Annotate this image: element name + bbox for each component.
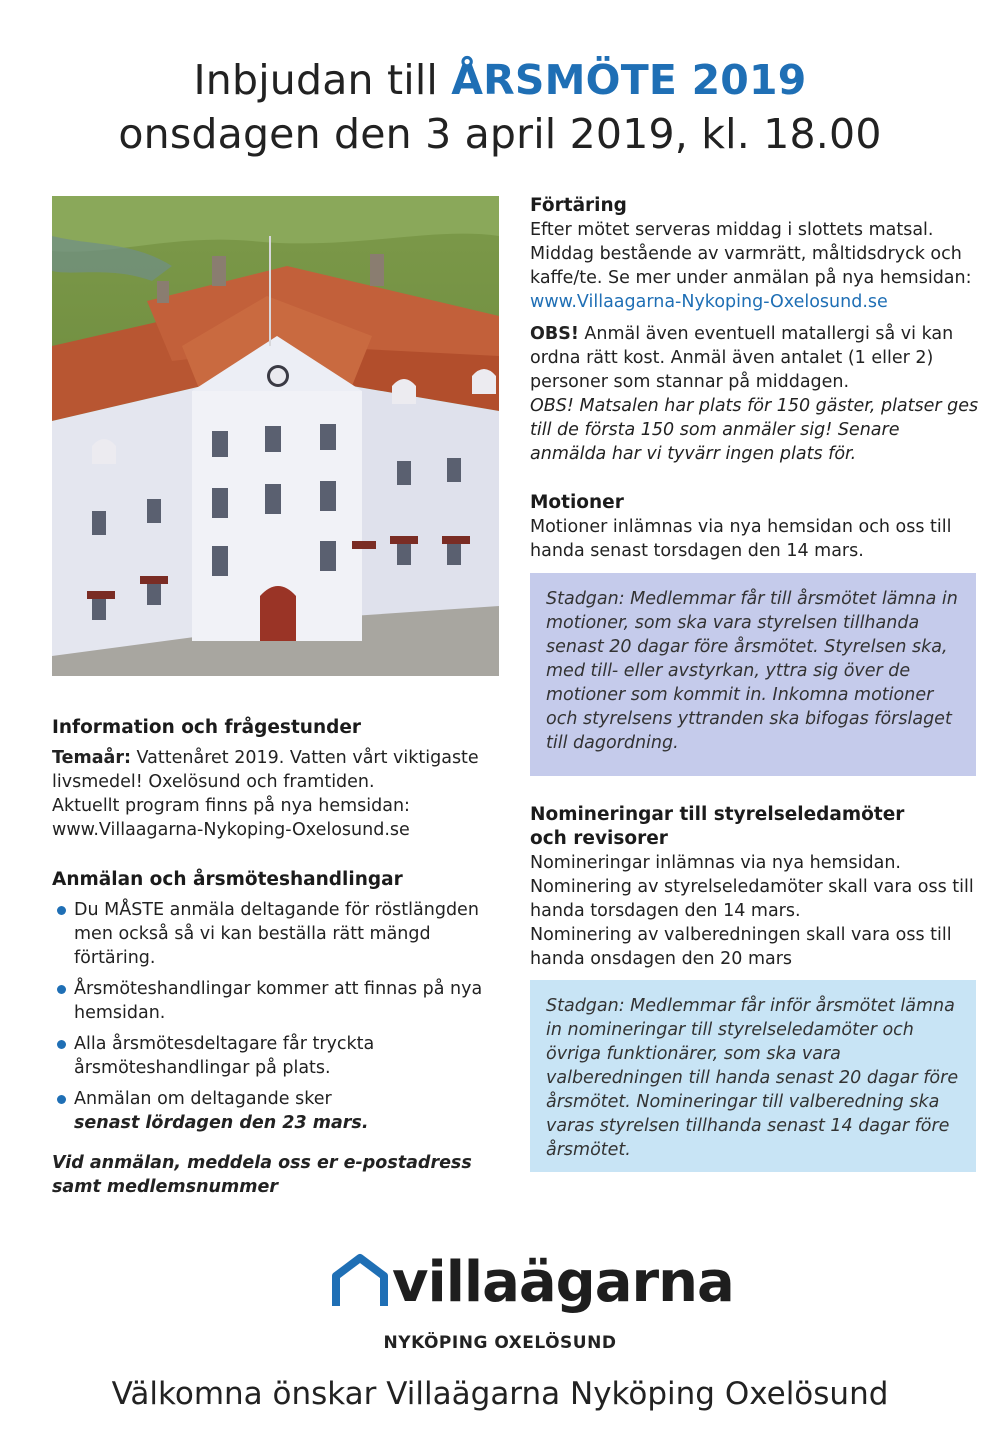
nominations-line: Nominering av styrelseledamöter skall vara oss till handa torsdagen den 14 mars. bbox=[530, 877, 974, 921]
footer-greeting: Välkomna önskar Villaägarna Nyköping Oxelösund bbox=[111, 1376, 889, 1412]
obs-paragraph bbox=[530, 322, 980, 394]
list-item: Du MÅSTE anmäla deltagande för röstlängden men också så vi kan beställa rätt mängd förtäring. bbox=[52, 898, 492, 970]
food-text bbox=[530, 218, 980, 314]
list-item bbox=[52, 1087, 492, 1135]
theme-paragraph bbox=[52, 746, 502, 794]
program-line: Aktuellt program finns på nya hemsidan: bbox=[52, 796, 410, 816]
food-website-link[interactable]: www.Villaagarna-Nykoping-Oxelosund.se bbox=[530, 292, 888, 312]
motions-text: Motioner inlämnas via nya hemsidan och oss till handa senast torsdagen den 14 mars. bbox=[530, 517, 952, 561]
food-text-body: Efter mötet serveras middag i slottets matsal. Middag bestående av varmrätt, måltidsdryck och kaffe/te. Se mer under anmälan på nya hemsidan: bbox=[530, 220, 972, 288]
food-section bbox=[530, 194, 980, 466]
registration-deadline: senast lördagen den 23 mars. bbox=[74, 1113, 369, 1133]
obs-text: Anmäl även eventuell matallergi så vi kan ordna rätt kost. Anmäl även antalet (1 eller 2) personer som stannar på middagen. bbox=[530, 324, 954, 392]
nominations-section bbox=[530, 803, 980, 971]
obs-italic-note: OBS! Matsalen har plats för 150 gäster, platser ges till de första 150 som anmäler sig! Senare anmälda har vi tyvärr ingen plats för. bbox=[530, 396, 979, 464]
info-section bbox=[52, 716, 502, 842]
house-icon bbox=[330, 1252, 390, 1312]
nominations-statute-box: Stadgan: Medlemmar får inför årsmötet lämna in nomineringar till styrelseledamöter och övriga funktionärer, som ska vara valberedningen till handa senast 20 dagar före årsmötet. Nomineringar till valberedning ska varas styrelsen tillhanda senast 14 dagar före årsmötet. bbox=[530, 980, 976, 1172]
manor-house-photo bbox=[52, 196, 499, 676]
food-heading: Förtäring bbox=[530, 195, 627, 216]
nominations-heading: Nomineringar till styrelseledamöter och revisorer bbox=[530, 804, 905, 849]
theme-label: Temaår: bbox=[52, 748, 131, 768]
nominations-line: Nomineringar inlämnas via nya hemsidan. bbox=[530, 853, 901, 873]
list-item-text: Anmälan om deltagande sker bbox=[74, 1089, 332, 1109]
registration-note: Vid anmälan, meddela oss er e-postadress samt medlemsnummer bbox=[52, 1153, 472, 1197]
theme-text: Vattenåret 2019. Vatten vårt viktigaste livsmedel! Oxelösund och framtiden. bbox=[52, 748, 479, 792]
registration-section bbox=[52, 868, 492, 1199]
info-heading: Information och frågestunder bbox=[52, 717, 362, 738]
nominations-line: Nominering av valberedningen skall vara oss till handa onsdagen den 20 mars bbox=[530, 925, 952, 969]
motions-statute-box: Stadgan: Medlemmar får till årsmötet lämna in motioner, som ska vara styrelsen tillhanda senast 20 dagar före årsmötet. Styrelsen ska, med till- eller avstyrkan, yttra sig över de motioner som kommit in. Inkomna motioner och styrelsens yttranden ska bifogas förslaget till dagordning. bbox=[530, 573, 976, 776]
registration-heading: Anmälan och årsmöteshandlingar bbox=[52, 869, 403, 890]
motions-section bbox=[530, 491, 980, 563]
page-subtitle: onsdagen den 3 april 2019, kl. 18.00 bbox=[118, 110, 882, 158]
registration-list bbox=[52, 898, 492, 1135]
title-highlight: ÅRSMÖTE 2019 bbox=[451, 56, 807, 104]
motions-heading: Motioner bbox=[530, 492, 624, 513]
logo-wordmark: villaägarna bbox=[392, 1250, 734, 1315]
obs-label: OBS! bbox=[530, 324, 579, 344]
villaagarna-logo bbox=[330, 1250, 734, 1318]
page-title bbox=[0, 56, 1000, 104]
list-item: Årsmöteshandlingar kommer att finnas på nya hemsidan. bbox=[52, 977, 492, 1025]
title-prefix: Inbjudan till bbox=[193, 56, 438, 104]
logo-subtitle: NYKÖPING OXELÖSUND bbox=[383, 1333, 617, 1353]
list-item: Alla årsmötesdeltagare får tryckta årsmöteshandlingar på plats. bbox=[52, 1032, 492, 1080]
info-website-link[interactable]: www.Villaagarna-Nykoping-Oxelosund.se bbox=[52, 820, 410, 840]
